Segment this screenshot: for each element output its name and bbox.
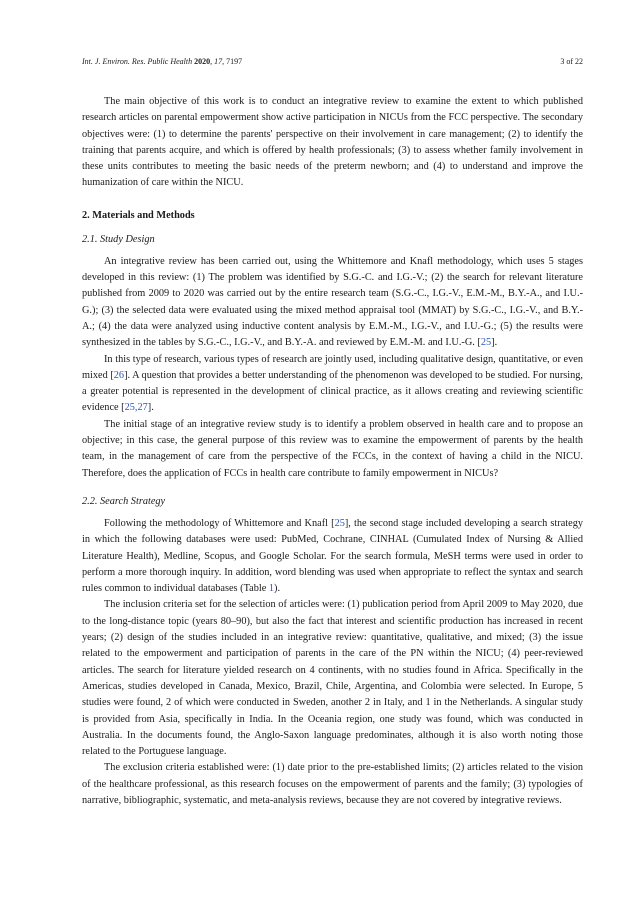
page-number: 3 of 22: [560, 57, 583, 66]
text: ).: [274, 583, 281, 595]
running-header: [82, 57, 583, 66]
paragraph-study-design-3: The initial stage of an integrative review study is to identify a problem observed in health care and to propose an objective; in this case, the general purpose of this review was to examine the empowerment of parents by the health team, in the management of care from the perspective of the FCCs, in the context of having a child in the NICU. Therefore, does the application of FCCs in health care contribute to family empowerment in NICUs?: [82, 418, 583, 479]
paragraph-search-strategy-3: The exclusion criteria established were: (1) date prior to the pre-established limits; (2) articles related to the vision of the healthcare professional, as this research focuses on the empowerment of parents and the family; (3) typologies of narrative, bibliographic, systematic, and meta-analysis reviews, because they are not covered by integrative reviews.: [82, 762, 583, 806]
text: ], the second stage included developing a search strategy in which the following databases were used: PubMed, Cochrane, CINHAL (Cumulated Index of Nursing & Allied Literature Health), Medline, Scopus, and Google Scholar. For the search formula, MeSH terms were used in order to perform a more thorough inquiry. In addition, word blending was used when appropriate to reflect the syntax and search rules common to individual databases (Table: [82, 517, 583, 595]
table-link[interactable]: 1: [268, 583, 275, 595]
text: ].: [147, 402, 154, 414]
text: ]. A question that provides a better understanding of the phenomenon was developed to be studied. For nursing, a greater potential is represented in the development of clinical practice, as it allows creating and reviewing scientific evidence [: [82, 369, 583, 414]
article-body: [82, 94, 583, 809]
text: Following the methodology of Whittemore and Knafl [: [104, 517, 335, 529]
citation-link[interactable]: 25: [480, 337, 492, 349]
subsection-title-search-strategy: 2.2. Search Strategy: [82, 495, 166, 507]
journal-citation: Int. J. Environ. Res. Public Health 2020, 17, 7197: [82, 57, 243, 66]
paragraph-search-strategy-2: The inclusion criteria set for the selection of articles were: (1) publication period from April 2009 to May 2020, due to the long-distance topic (years 80–90), but also the fact that interest and scientific production has increased in recent years; (2) design of the studies included in an integrative review: quantitative, qualitative, and mixed; (3) the issue related to the empowerment and participation of parents in the care of the PN within the NICU; (4) peer-reviewed articles. The search for literature yielded research on 4 continents, with no studies found in Africa. Specifically in the Americas, studies developed in Canada, Mexico, Brazil, Chile, Argentina, and Colombia were selected. In Europe, 5 studies were found, 2 of which were conducted in Sweden, another 2 in Italy, and 1 in the Netherlands. A singular study is provided from Asia, specifically in India. In the Oceania region, one study was found, which was conducted in Australia. In the documents found, the Anglo-Saxon language predominates, although it is also worth noting those related to the Portuguese language.: [82, 599, 583, 758]
citation-link[interactable]: 26: [113, 369, 125, 381]
journal-name: Int. J. Environ. Res. Public Health: [82, 57, 193, 66]
article-number: 7197: [226, 57, 243, 66]
paragraph-objective: The main objective of this work is to conduct an integrative review to examine the extent to which published research articles on parental empowerment show active participation in NICUs from the FCC perspective. The secondary objectives were: (1) to determine the parents' perspective on their involvement in care management; (2) to identify the training that parents acquire, and which is offered by health professionals; (3) to assess whether family involvement in these units contributes to meeting the basic needs of the preterm newborn; and (4) to understand and improve the humanization of care within the NICU.: [82, 96, 583, 189]
subsection-title-study-design: 2.1. Study Design: [82, 233, 155, 245]
text: In this type of research, various types of research are jointly used, including qualitative design, quantitative, or even mixed [: [82, 353, 583, 381]
paragraph-search-strategy-1: [82, 516, 583, 597]
journal-volume: 17: [214, 57, 223, 66]
text: ].: [491, 337, 498, 349]
text: An integrative review has been carried out, using the Whittemore and Knafl methodology, which uses 5 stages developed in this review: (1) The problem was identified by S.G.-C. and I.G.-V.; (2) the search for relevant literature published from 2009 to 2020 was carried out by the entire research team (S.G.-C., I.G.-V., E.M.-M., B.Y.-A., and I.U.-G.); (3) the selected data were evaluated using the mixed method appraisal tool (MMAT) by S.G.-C., I.G.-V., and B.Y.-A.; (4) the data were analyzed using inductive content analysis by E.M.-M., I.G.-V., and I.U.-G.; (5) the results were synthesized in the tables by S.G.-C., I.G.-V., and B.Y.-A. and reviewed by E.M.-M. and I.U.-G. [: [82, 255, 583, 349]
paragraph-study-design-2: [82, 352, 583, 417]
citation-link[interactable]: 25: [334, 517, 345, 529]
section-title-materials-methods: 2. Materials and Methods: [82, 209, 195, 221]
paragraph-study-design-1: [82, 254, 583, 352]
journal-year: 2020: [194, 57, 211, 66]
citation-link[interactable]: 25,27: [124, 402, 148, 414]
